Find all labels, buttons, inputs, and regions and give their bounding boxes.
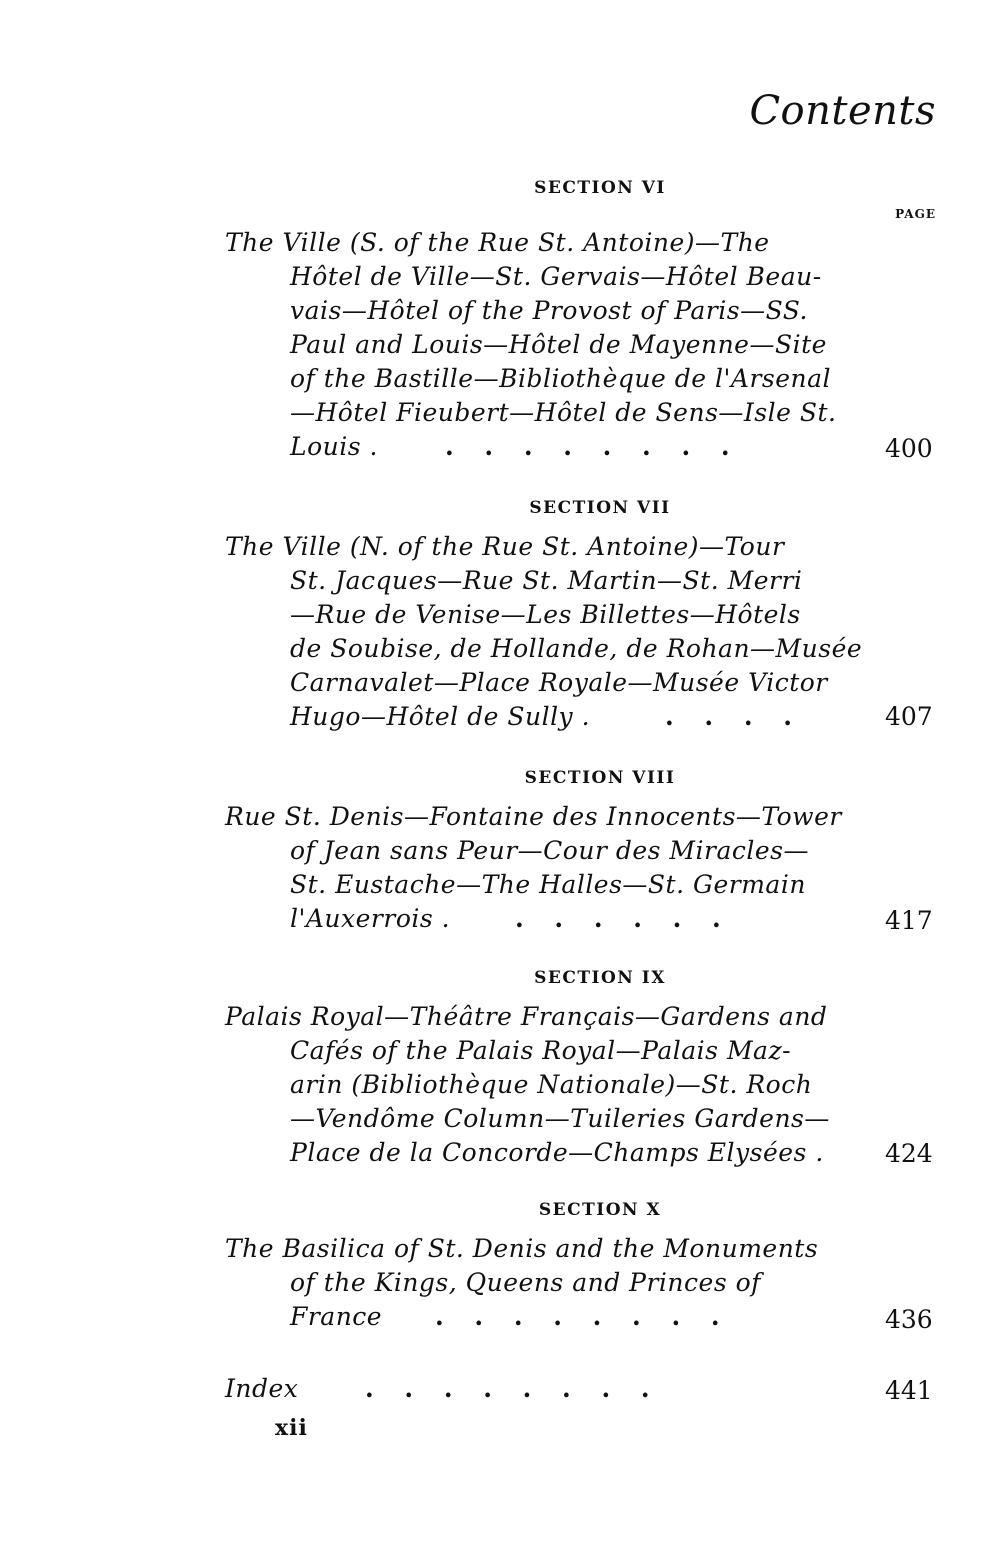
page-folio: xii [275, 1415, 308, 1441]
dot-leader: . . . . . . [515, 904, 721, 933]
entry-line: l'Auxerrois . [290, 904, 451, 933]
entry-line: Index [225, 1374, 299, 1403]
entry-line: Carnavalet—Place Royale—Musée Victor [290, 668, 828, 697]
entry-line: —Hôtel Fieubert—Hôtel de Sens—Isle St. [290, 398, 837, 427]
entry-line: Hugo—Hôtel de Sully . [290, 702, 591, 731]
entry-line: The Ville (S. of the Rue St. Antoine)—The [225, 228, 770, 257]
entry-line: Place de la Concorde—Champs Elysées . [290, 1138, 824, 1167]
page-number: 417 [885, 906, 933, 935]
entry-line: Palais Royal—Théâtre Français—Gardens and [225, 1002, 828, 1031]
entry-line: Louis . [290, 432, 378, 461]
entry-line: de Soubise, de Hollande, de Rohan—Musée [290, 634, 863, 663]
page-number: 407 [885, 702, 933, 731]
page-number: 436 [885, 1305, 933, 1334]
entry-line: France [290, 1302, 383, 1331]
page-number: 424 [885, 1139, 933, 1168]
entry-line: Paul and Louis—Hôtel de Mayenne—Site [290, 330, 827, 359]
dot-leader: . . . . . . . . [445, 432, 730, 461]
entry-line: arin (Bibliothèque Nationale)—St. Roch [290, 1070, 813, 1099]
page-column-label: PAGE [895, 207, 936, 221]
section-heading: SECTION X [538, 1200, 662, 1220]
entry-line: of the Kings, Queens and Princes of [290, 1268, 761, 1297]
entry-line: Rue St. Denis—Fontaine des Innocents—Tower [225, 802, 842, 831]
section-heading: SECTION VII [529, 498, 671, 518]
entry-line: of the Bastille—Bibliothèque de l'Arsenal [290, 364, 832, 393]
entry-line: St. Jacques—Rue St. Martin—St. Merri [290, 566, 803, 595]
entry-line: St. Eustache—The Halles—St. Germain [290, 870, 806, 899]
entry-line: —Vendôme Column—Tuileries Gardens— [290, 1104, 830, 1133]
entry-line: Cafés of the Palais Royal—Palais Maz- [290, 1036, 792, 1065]
entry-line: —Rue de Venise—Les Billettes—Hôtels [290, 600, 801, 629]
entry-line: The Ville (N. of the Rue St. Antoine)—Tour [225, 532, 785, 561]
entry-line: The Basilica of St. Denis and the Monuments [225, 1234, 819, 1263]
entry-line: vais—Hôtel of the Provost of Paris—SS. [290, 296, 808, 325]
entry-line: Hôtel de Ville—St. Gervais—Hôtel Beau- [290, 262, 822, 291]
section-heading: SECTION VI [534, 178, 666, 198]
dot-leader: . . . . [665, 702, 792, 731]
dot-leader: . . . . . . . . [435, 1302, 720, 1331]
section-heading: SECTION IX [534, 968, 666, 988]
dot-leader: . . . . . . . . [365, 1374, 650, 1403]
section-heading: SECTION VIII [524, 768, 676, 788]
page-number: 400 [885, 434, 933, 463]
running-header: Contents [749, 88, 936, 134]
page-number: 441 [885, 1376, 933, 1405]
entry-line: of Jean sans Peur—Cour des Miracles— [290, 836, 810, 865]
